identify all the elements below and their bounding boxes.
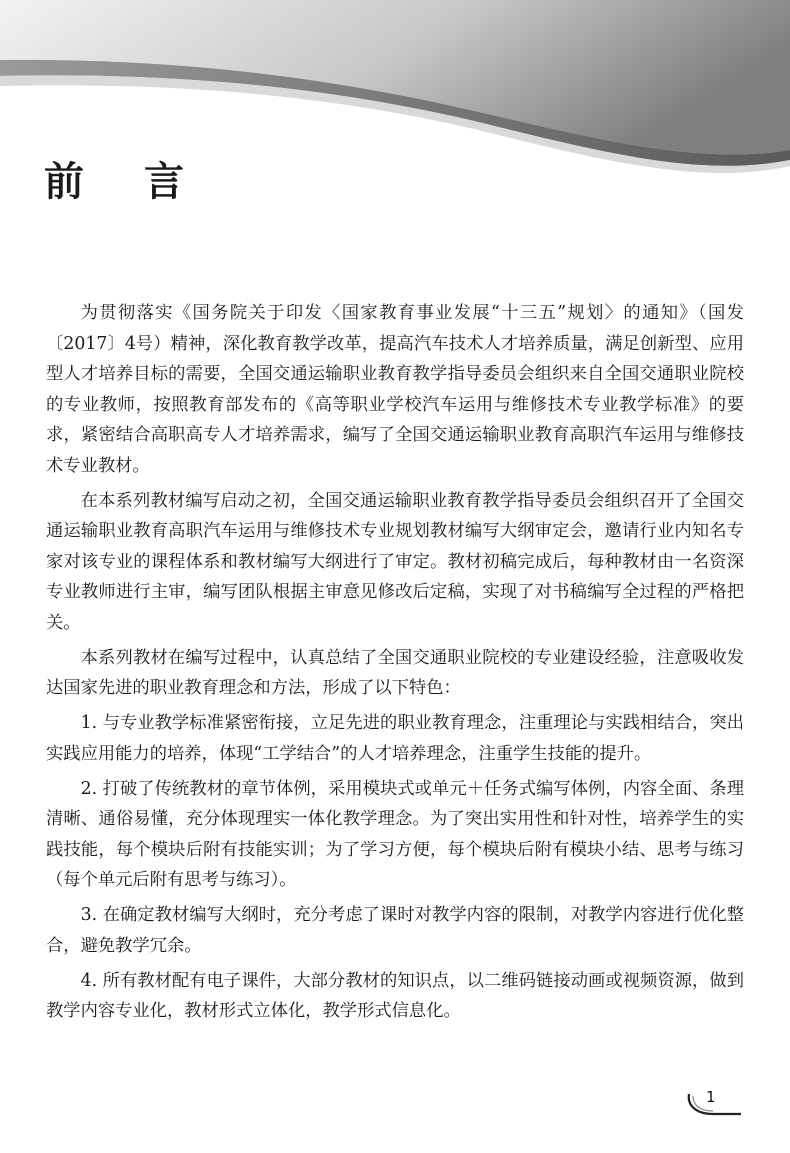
paragraph-5: 2. 打破了传统教材的章节体例，采用模块式或单元＋任务式编写体例，内容全面、条理清晰、通俗易懂，充分体现理实一体化教学理念。为了突出实用性和针对性，培养学生的实践技能，每个模块后附有技能实训；为了学习方便，每个模块后附有模块小结、思考与练习（每个单元后附有思考与练习）。 — [46, 778, 744, 890]
paragraph-6: 3. 在确定教材编写大纲时，充分考虑了课时对教学内容的限制，对教学内容进行优化整合，避免教学冗余。 — [46, 905, 744, 956]
paragraph-4: 1. 与专业教学标准紧密衔接，立足先进的职业教育理念，注重理论与实践相结合，突出实践应用能力的培养，体现“工学结合”的人才培养理念，注重学生技能的提升。 — [46, 713, 744, 764]
page-title — [44, 150, 184, 207]
page-number: 1 — [706, 1088, 716, 1106]
paragraph-2: 在本系列教材编写启动之初，全国交通运输职业教育教学指导委员会组织召开了全国交通运输职业教育高职汽车运用与维修技术专业规划教材编写大纲审定会，邀请行业内知名专家对该专业的课程体系和教材编写大纲进行了审定。教材初稿完成后，每种教材由一名资深专业教师进行主审，编写团队根据主审意见修改后定稿，实现了对书稿编写全过程的严格把关。 — [46, 490, 744, 633]
paragraph-1: 为贯彻落实《国务院关于印发〈国家教育事业发展“十三五”规划〉的通知》（国发〔2017〕4号）精神，深化教育教学改革，提高汽车技术人才培养质量，满足创新型、应用型人才培养目标的需要，全国交通运输职业教育教学指导委员会组织来自全国交通职业院校的专业教师，按照教育部发布的《高等职业学校汽车运用与维修技术专业教学标准》的要求，紧密结合高职高专人才培养需求，编写了全国交通运输职业教育高职汽车运用与维修技术专业教材。 — [46, 303, 744, 476]
preface-body — [46, 298, 744, 1031]
title-char-1: 前 — [44, 159, 84, 205]
title-char-2: 言 — [144, 159, 184, 205]
paragraph-7: 4. 所有教材配有电子课件，大部分教材的知识点，以二维码链接动画或视频资源，做到教学内容专业化，教材形式立体化，教学形式信息化。 — [46, 970, 744, 1021]
paragraph-3: 本系列教材在编写过程中，认真总结了全国交通职业院校的专业建设经验，注意吸收发达国家先进的职业教育理念和方法，形成了以下特色： — [46, 647, 744, 698]
